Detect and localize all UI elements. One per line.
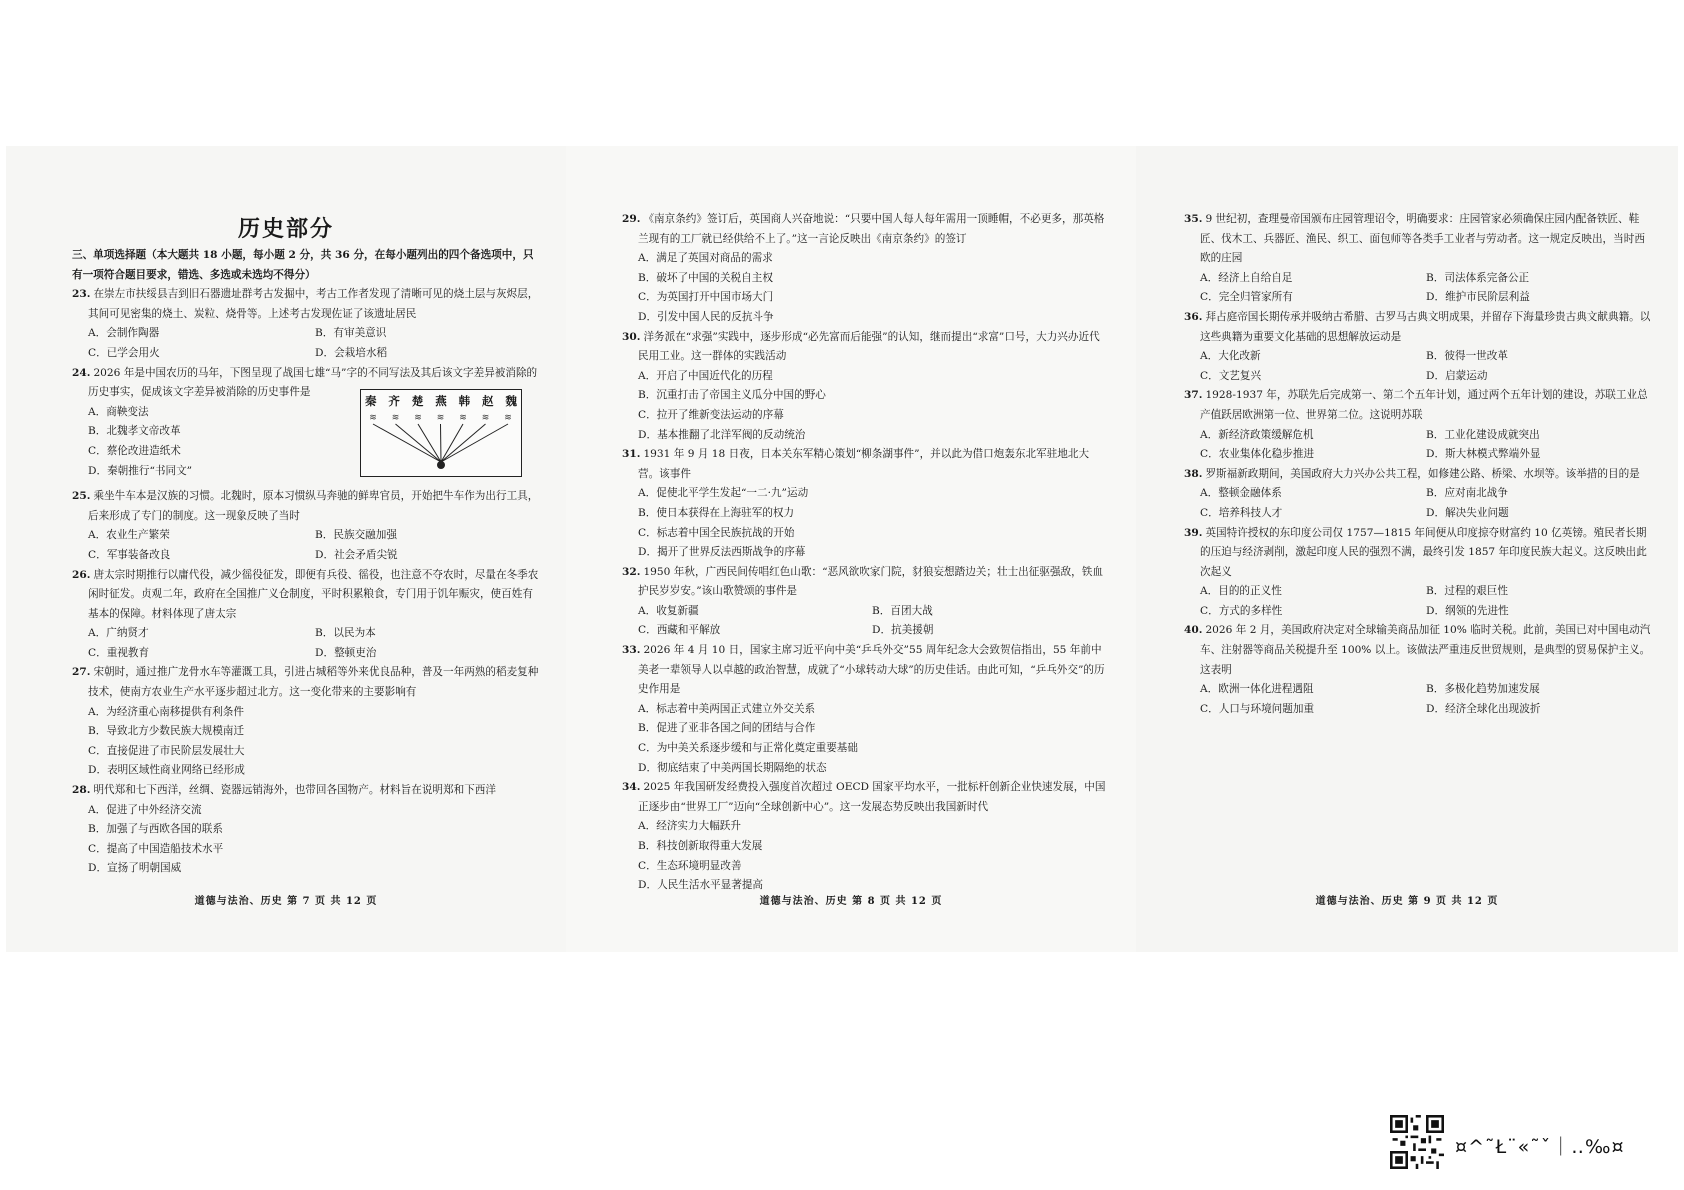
garbled-caption: ¤^˜Ł¨«˜ˇ｜‥‰¤ [1455, 1136, 1625, 1158]
option: A．整顿金融体系 [1200, 487, 1282, 500]
option: B．有审美意识 [315, 327, 387, 340]
option: C．人口与环境问题加重 [1200, 702, 1315, 715]
question-text: 在崇左市扶绥县吉到旧石器遗址群考古发掘中，考古工作者发现了清晰可见的烧土层与灰烬层，其间可见密集的烧土、炭粒、烧骨等。上述考古发现佐证了该遗址居民 [88, 288, 539, 320]
horse-character-figure [360, 389, 522, 477]
question-stem [72, 487, 542, 526]
option: A．收复新疆 [638, 604, 699, 617]
option: D．抗美援朝 [872, 624, 934, 637]
options [1184, 426, 1652, 465]
options [622, 249, 1106, 327]
option: D．维护市民阶层利益 [1426, 291, 1530, 304]
question [622, 328, 1106, 446]
question-text: 1931 年 9 月 18 日夜，日本关东军精心策划“柳条湖事件”，并以此为借口炮轰东北军驻地北大营。该事件 [638, 448, 1090, 480]
page-9-content [1184, 210, 1652, 719]
options [622, 817, 1106, 895]
options [72, 624, 542, 663]
question [72, 781, 542, 879]
unified-character-mark [437, 461, 445, 469]
convergence-line [373, 424, 441, 462]
option: C．为英国打开中国市场大门 [638, 291, 774, 304]
question-number: 32. [622, 565, 641, 578]
option: B．彼得一世改革 [1426, 350, 1508, 363]
question-stem [72, 285, 542, 324]
option: D．整顿吏治 [315, 646, 377, 659]
question-text: 拜占庭帝国长期传承并吸纳古希腊、古罗马古典文明成果，并留存下海量珍贵古典文献典籍。以这些典籍为重要文化基础的思想解放运动是 [1200, 310, 1651, 343]
convergence-lines [361, 390, 521, 476]
question-number: 34. [622, 781, 641, 794]
question-stem [622, 778, 1106, 817]
question-text: 英国特许授权的东印度公司仅 1757—1815 年间便从印度掠夺财富约 10 亿英镑。殖民者长期的压迫与经济剥削，激起印度人民的强烈不满，最终引发 1857 年印度民族大起义。这反映出此次起义 [1200, 526, 1647, 578]
question-text: 2025 年我国研发经费投入强度首次超过 OECD 国家平均水平，一批标杆创新企业快速发展，中国正逐步由“世界工厂”迈向“全球创新中心”。这一发展态势反映出我国新时代 [638, 781, 1106, 813]
question-stem [1184, 210, 1652, 269]
option: A．开启了中国近代化的历程 [638, 369, 773, 382]
state-name: 赵 [482, 394, 494, 409]
question [72, 566, 542, 664]
question-number: 29. [622, 213, 641, 225]
option: D．经济全球化出现波折 [1426, 702, 1541, 715]
option: B．多极化趋势加速发展 [1426, 683, 1540, 696]
question [622, 778, 1106, 896]
option: A．农业生产繁荣 [88, 529, 170, 542]
question-text: 《南京条约》签订后，英国商人兴奋地说：“只要中国人每人每年需用一顶睡帽，不必更多，那英格兰现有的工厂就已经供给不上了。”这一言论反映出《南京条约》的签订 [638, 213, 1105, 245]
options [72, 324, 542, 363]
option: C．农业集体化稳步推进 [1200, 448, 1315, 461]
option: A．新经济政策缓解危机 [1200, 428, 1314, 441]
convergence-line [441, 424, 486, 462]
options [622, 700, 1106, 778]
option: C．培养科技人才 [1200, 506, 1283, 519]
option: D．宣扬了明朝国威 [88, 862, 182, 875]
option: D．基本推翻了北洋军阀的反动统治 [638, 428, 806, 441]
question-stem [72, 566, 542, 625]
options [1184, 582, 1652, 621]
question-stem [622, 445, 1106, 484]
question-number: 26. [72, 568, 91, 581]
page-7 [6, 146, 566, 952]
question-number: 40. [1184, 624, 1203, 637]
option: B．加强了与西欧各国的联系 [88, 823, 223, 836]
question-list [622, 210, 1106, 896]
page-footer: 道德与法治、历史 第 7 页 共 12 页 [194, 896, 378, 907]
question-number: 23. [72, 288, 91, 301]
option: C．军事装备改良 [88, 548, 171, 561]
option: A．商鞅变法 [88, 405, 149, 418]
option: D．表明区域性商业网络已经形成 [88, 764, 245, 777]
horse-glyph-mark: ≋ [436, 413, 445, 424]
question-number: 31. [622, 448, 641, 461]
question [1184, 524, 1652, 622]
option: B．过程的艰巨性 [1426, 585, 1508, 598]
question [1184, 308, 1652, 386]
scanned-sheet [6, 146, 1678, 952]
options [1184, 484, 1652, 523]
option: A．会制作陶器 [88, 327, 160, 340]
question-text: 1928-1937 年，苏联先后完成第一、第二个五年计划，通过两个五年计划的建设，苏联工业总产值跃居欧洲第一位、世界第二位。这说明苏联 [1200, 389, 1648, 421]
option: C．提高了中国造船技术水平 [88, 842, 224, 855]
option: B．沉重打击了帝国主义瓜分中国的野心 [638, 389, 826, 402]
page-8 [566, 146, 1136, 952]
option: D．会栽培水稻 [315, 346, 388, 359]
question-text: 2026 年 4 月 10 日，国家主席习近平向中美“乒乓外交”55 周年纪念大会致贺信指出，55 年前中美老一辈领导人以卓越的政治智慧，成就了“小球转动大球”的历史佳话。由此可知，“乒乓外交”的历史作用是 [638, 644, 1105, 696]
options [622, 484, 1106, 562]
page-footer: 道德与法治、历史 第 8 页 共 12 页 [759, 896, 943, 907]
question-stem [72, 663, 542, 702]
state-name: 魏 [505, 394, 517, 409]
option: C．标志着中国全民族抗战的开始 [638, 526, 795, 539]
option: C．方式的多样性 [1200, 604, 1283, 617]
horse-glyph-mark: ≋ [369, 413, 377, 424]
option: A．促使北平学生发起“一二·九”运动 [638, 487, 809, 500]
question-list [72, 285, 542, 879]
question-stem [72, 781, 542, 801]
question [72, 487, 542, 565]
question [1184, 386, 1652, 464]
question-list [1184, 210, 1652, 719]
question [622, 210, 1106, 328]
question-stem [1184, 308, 1652, 347]
convergence-line [441, 424, 442, 462]
question-stem [1184, 621, 1652, 680]
options [72, 703, 542, 781]
option: A．广纳贤才 [88, 627, 149, 640]
question-number: 33. [622, 644, 641, 657]
option: B．司法体系完备公正 [1426, 271, 1530, 284]
question-stem [1184, 524, 1652, 583]
page-7-content [72, 246, 542, 879]
option: D．社会矛盾尖锐 [315, 548, 398, 561]
question-number: 35. [1184, 213, 1203, 225]
options [622, 602, 1106, 641]
question-text: 洋务派在“求强”实践中，逐步形成“必先富而后能强”的认知，继而提出“求富”口号，大力兴办近代民用工业。这一群体的实践活动 [638, 330, 1100, 363]
horse-glyph-mark: ≋ [481, 413, 490, 424]
options [1184, 680, 1652, 719]
question-text: 宋朝时，通过推广龙骨水车等灌溉工具，引进占城稻等外来优良品种，普及一年两熟的稻麦复种技术，使南方农业生产水平逐步超过北方。这一变化带来的主要影响有 [88, 666, 539, 699]
question-text: 罗斯福新政期间，美国政府大力兴办公共工程，如修建公路、桥梁、水坝等。该举措的目的是 [1205, 467, 1640, 480]
question [622, 641, 1106, 778]
question-stem [622, 210, 1106, 249]
options [622, 367, 1106, 445]
options [1184, 269, 1652, 308]
question [1184, 621, 1652, 719]
option: B．应对南北战争 [1426, 487, 1508, 500]
option: D．启蒙运动 [1426, 369, 1488, 382]
question [72, 285, 542, 363]
option: A．标志着中美两国正式建立外交关系 [638, 702, 816, 715]
page-footer: 道德与法治、历史 第 9 页 共 12 页 [1315, 896, 1499, 907]
question-text: 乘坐牛车本是汉族的习惯。北魏时，原本习惯纵马奔驰的鲜卑官员，开始把牛车作为出行工具，后来形成了专门的制度。这一现象反映了当时 [88, 490, 539, 522]
options [72, 526, 542, 565]
option: A．满足了英国对商品的需求 [638, 252, 773, 265]
convergence-line [418, 424, 441, 462]
question-text: 2026 年 2 月，美国政府决定对全球输美商品加征 10% 临时关税。此前，美国已对中国电动汽车、注射器等商品关税提升至 100% 以上。该做法严重违反世贸规则，是典型的贸易保护主义。这表明 [1200, 624, 1651, 676]
question-stem [622, 563, 1106, 602]
question [1184, 465, 1652, 524]
option: D．引发中国人民的反抗斗争 [638, 310, 774, 323]
option: B．北魏孝文帝改革 [88, 425, 181, 438]
options [1184, 347, 1652, 386]
qr-code-icon[interactable] [1390, 1115, 1444, 1169]
option: A．经济上自给自足 [1200, 271, 1293, 284]
option: C．为中美关系逐步缓和与正常化奠定重要基础 [638, 742, 858, 755]
option: A．目的的正义性 [1200, 585, 1282, 598]
option: C．生态环境明显改善 [638, 859, 742, 872]
convergence-line [441, 424, 508, 462]
option: D．斯大林模式弊端外显 [1426, 448, 1541, 461]
question-stem [622, 641, 1106, 700]
question-number: 25. [72, 490, 91, 503]
option: C．拉开了维新变法运动的序幕 [638, 408, 784, 421]
section-title: 历史部分 [237, 216, 334, 242]
state-name: 楚 [411, 394, 424, 409]
convergence-line [396, 424, 442, 462]
option: C．文艺复兴 [1200, 369, 1262, 382]
option: C．已学会用火 [88, 346, 160, 359]
option: A．大化改新 [1200, 350, 1261, 363]
horse-glyph-mark: ≋ [414, 413, 422, 424]
question-text: 1950 年秋，广西民间传唱红色山歌：“恶风欲吹家门院，豺狼妄想踏边关；壮士出征驱强敌，铁血护民岁岁安。”该山歌赞颂的事件是 [638, 565, 1103, 598]
question [622, 445, 1106, 563]
option: A．欧洲一体化进程遇阻 [1200, 683, 1314, 696]
page-8-content [622, 210, 1106, 896]
question-number: 36. [1184, 310, 1203, 323]
state-name: 秦 [365, 394, 377, 409]
option: D．人民生活水平显著提高 [638, 879, 764, 892]
option: B．百团大战 [872, 604, 933, 617]
option: B．以民为本 [315, 627, 376, 640]
question-text: 唐太宗时期推行以庸代役，减少徭役征发，即便有兵役、徭役，也注意不夺农时，尽量在冬季农闲时征发。贞观二年，政府在全国推广义仓制度，平时积累粮食，专门用于饥年赈灾，使百姓有基本的保障。材料体现了唐太宗 [88, 568, 539, 620]
option: B．使日本获得在上海驻军的权力 [638, 506, 795, 519]
option: A．促进了中外经济交流 [88, 803, 202, 816]
question-number: 39. [1184, 526, 1203, 539]
question-number: 27. [72, 666, 91, 679]
option: D．纲领的先进性 [1426, 604, 1509, 617]
option: B．民族交融加强 [315, 529, 397, 542]
option: C．重视教育 [88, 646, 150, 659]
question-number: 28. [72, 784, 91, 797]
option: C．西藏和平解放 [638, 624, 721, 637]
option: B．工业化建设成就突出 [1426, 428, 1540, 441]
question-text: 2026 年是中国农历的马年，下图呈现了战国七雄“马”字的不同写法及其后该文字差异被消除的历史事实，促成该文字差异被消除的历史事件是 [88, 366, 538, 399]
option: C．直接促进了市民阶层发展壮大 [88, 744, 245, 757]
option: C．完全归管家所有 [1200, 291, 1293, 304]
question [1184, 210, 1652, 308]
option: D．彻底结束了中美两国长期隔绝的状态 [638, 761, 827, 774]
option: D．秦朝推行“书同文” [88, 464, 193, 477]
question-number: 37. [1184, 389, 1203, 402]
question-text: 9 世纪初，查理曼帝国颁布庄园管理诏令，明确要求：庄园管家必须确保庄园内配备铁匠、鞋匠、伐木工、兵器匠、渔民、织工、面包师等各类手工业者与劳动者。这一规定反映出，当时西欧的庄园 [1200, 213, 1645, 265]
options [72, 801, 542, 879]
question [622, 563, 1106, 641]
question-number: 38. [1184, 467, 1203, 480]
question-stem [622, 328, 1106, 367]
option: A．经济实力大幅跃升 [638, 820, 741, 833]
option: C．蔡伦改进造纸术 [88, 444, 181, 457]
horse-glyph-mark: ≋ [391, 413, 400, 424]
option: B．促进了亚非各国之间的团结与合作 [638, 722, 816, 735]
question-text: 明代郑和七下西洋，丝绸、瓷器远销海外，也带回各国物产。材料旨在说明郑和下西洋 [93, 784, 496, 797]
state-name: 韩 [458, 394, 471, 409]
option: A．为经济重心南移提供有利条件 [88, 705, 244, 718]
option: D．解决失业问题 [1426, 506, 1509, 519]
question [72, 663, 542, 781]
page-9 [1136, 146, 1678, 952]
horse-glyph-mark: ≋ [459, 413, 467, 424]
horse-glyph-mark: ≋ [504, 413, 512, 424]
question-number: 24. [72, 366, 91, 379]
question [72, 364, 542, 482]
option: B．科技创新取得重大发展 [638, 840, 763, 852]
option: B．破坏了中国的关税自主权 [638, 271, 773, 284]
section-instruction: 三、单项选择题（本大题共 18 小题，每小题 2 分，共 36 分，在每小题列出的四个备选项中，只有一项符合题目要求，错选、多选或未选均不得分） [72, 249, 534, 281]
question-stem [1184, 465, 1652, 485]
option: B．导致北方少数民族大规模南迁 [88, 725, 245, 738]
state-name: 齐 [388, 394, 400, 409]
question-stem [1184, 386, 1652, 425]
question-number: 30. [622, 330, 641, 343]
option: D．揭开了世界反法西斯战争的序幕 [638, 546, 806, 559]
state-name: 燕 [435, 394, 447, 409]
